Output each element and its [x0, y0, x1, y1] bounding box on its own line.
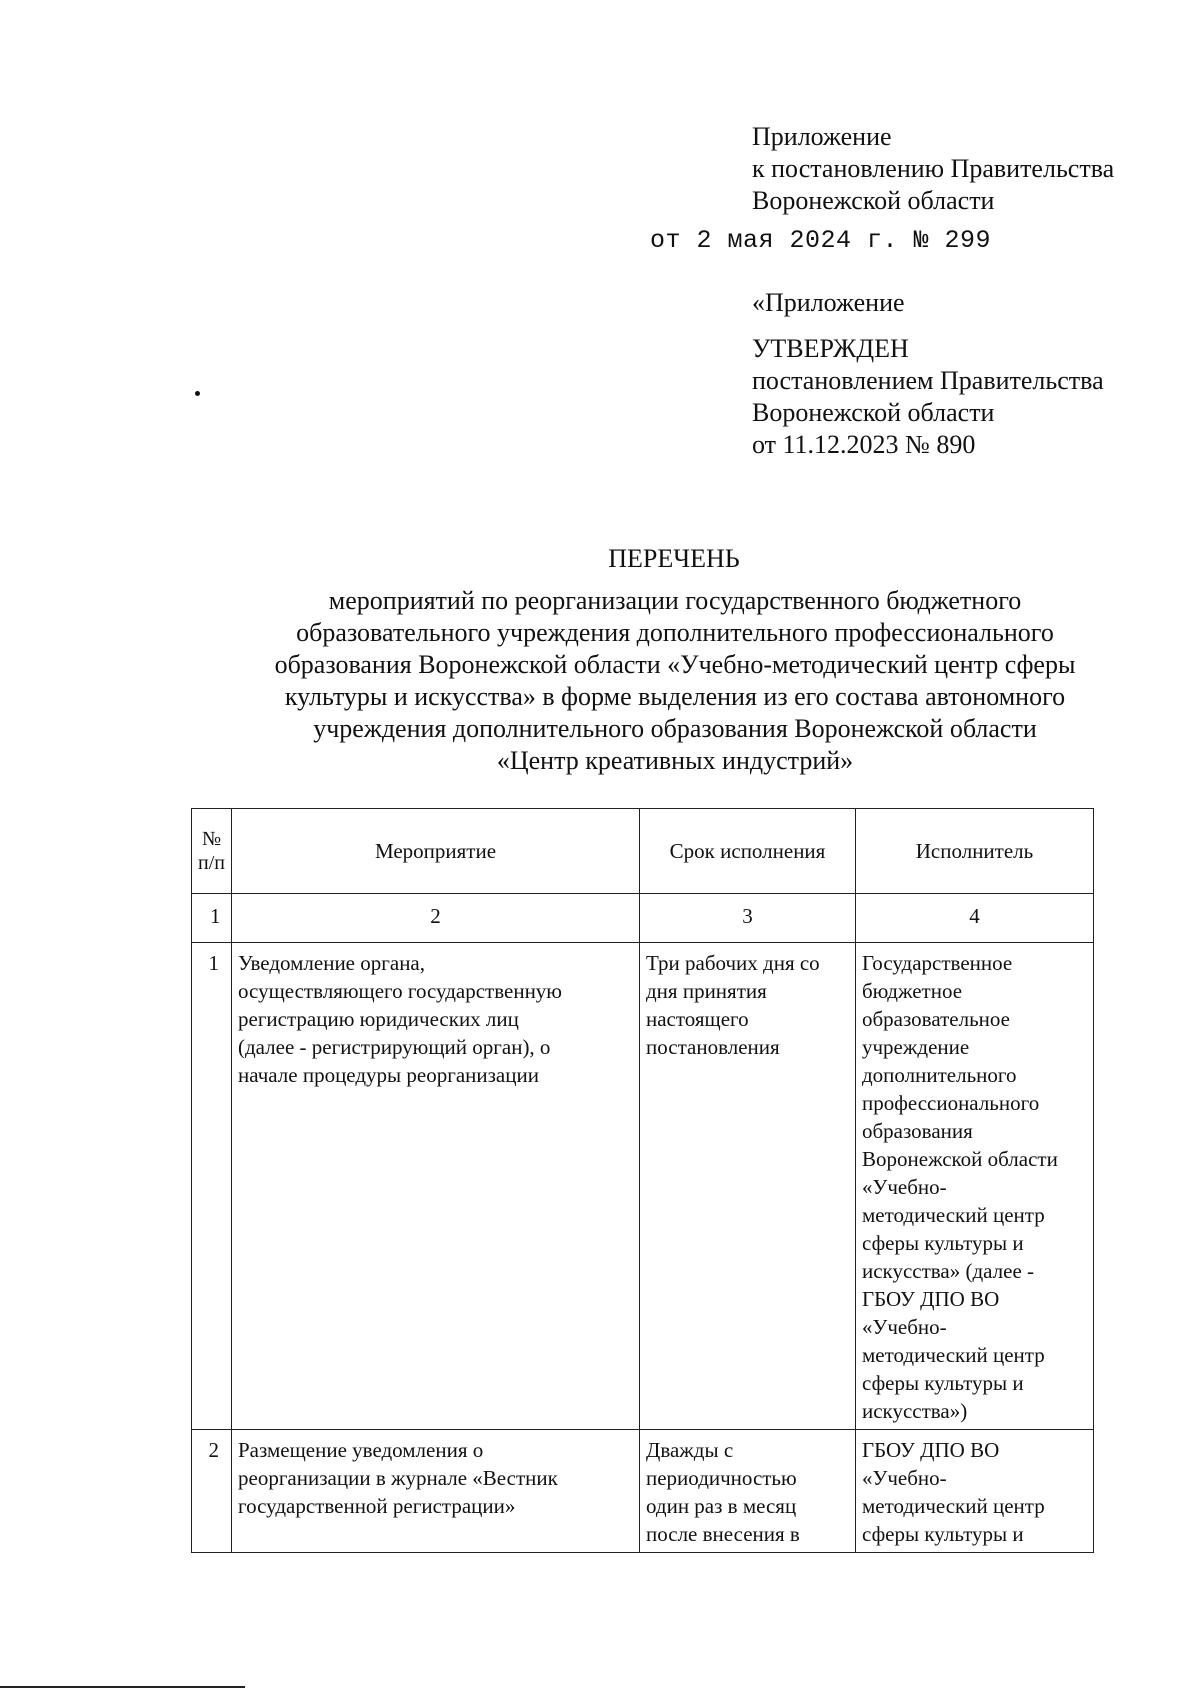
row-number: 2	[192, 1430, 232, 1553]
scan-speck	[195, 391, 200, 396]
column-number-3: 3	[640, 894, 856, 943]
row-deadline: Три рабочих дня со дня принятия настоящего постановления	[640, 943, 856, 1430]
row-event: Уведомление органа, осуществляющего государственную регистрацию юридических лиц (далее - регистрирующий орган), о начале процедуры реорганизации	[232, 943, 640, 1430]
footer-rule	[0, 1686, 245, 1688]
quote-appendix	[752, 287, 905, 319]
document-title: ПЕРЕЧЕНЬ	[608, 544, 740, 573]
row-event: Размещение уведомления о реорганизации в журнале «Вестник государственной регистрации»	[232, 1430, 640, 1553]
header-executor: Исполнитель	[856, 809, 1094, 894]
appendix-line-1: Приложение	[752, 122, 892, 151]
quote-appendix-line: «Приложение	[752, 288, 905, 317]
subtitle-line-6: «Центр креативных индустрий»	[496, 746, 854, 775]
appendix-header	[752, 121, 1114, 217]
column-number-4: 4	[856, 894, 1094, 943]
resolution-stamp: от 2 мая 2024 г. № 299	[650, 226, 992, 255]
subtitle-line-3: образования Воронежской области «Учебно-методический центр сферы	[274, 650, 1076, 679]
header-num: № п/п	[192, 809, 232, 894]
subtitle-line-5: учреждения дополнительного образования Воронежской области	[313, 714, 1037, 743]
table-row	[192, 943, 1094, 1430]
subtitle-line-2: образовательного учреждения дополнительного профессионального	[296, 618, 1054, 647]
approved-line-2: постановлением Правительства	[752, 366, 1104, 395]
appendix-line-2: к постановлению Правительства	[752, 154, 1115, 183]
column-number-1: 1	[192, 894, 232, 943]
header-event: Мероприятие	[232, 809, 640, 894]
header-deadline: Срок исполнения	[640, 809, 856, 894]
table-header-row	[192, 809, 1094, 894]
events-table	[191, 808, 1094, 1553]
approved-line-3: Воронежской области	[752, 398, 995, 427]
approved-line-4: от 11.12.2023 № 890	[752, 430, 976, 459]
row-executor: ГБОУ ДПО ВО «Учебно- методический центр сферы культуры и	[856, 1430, 1094, 1553]
subtitle-line-1: мероприятий по реорганизации государственного бюджетного	[328, 586, 1022, 615]
row-deadline: Дважды с периодичностью один раз в месяц после внесения в	[640, 1430, 856, 1553]
document-subtitle	[230, 585, 1120, 777]
row-executor: Государственное бюджетное образовательное учреждение дополнительного профессионального образования Воронежской области «Учебно- методический центр сферы культуры и искусства» (далее - ГБОУ ДПО ВО «Учебно- методический центр сферы культуры и искусства»)	[856, 943, 1094, 1430]
subtitle-line-4: культуры и искусства» в форме выделения из его состава автономного	[284, 682, 1066, 711]
table-row	[192, 1430, 1094, 1553]
approved-line-1: УТВЕРЖДЕН	[752, 334, 909, 363]
column-number-row	[192, 894, 1094, 943]
row-number: 1	[192, 943, 232, 1430]
appendix-line-3: Воронежской области	[752, 186, 995, 215]
column-number-2: 2	[232, 894, 640, 943]
approved-block	[752, 333, 1104, 461]
